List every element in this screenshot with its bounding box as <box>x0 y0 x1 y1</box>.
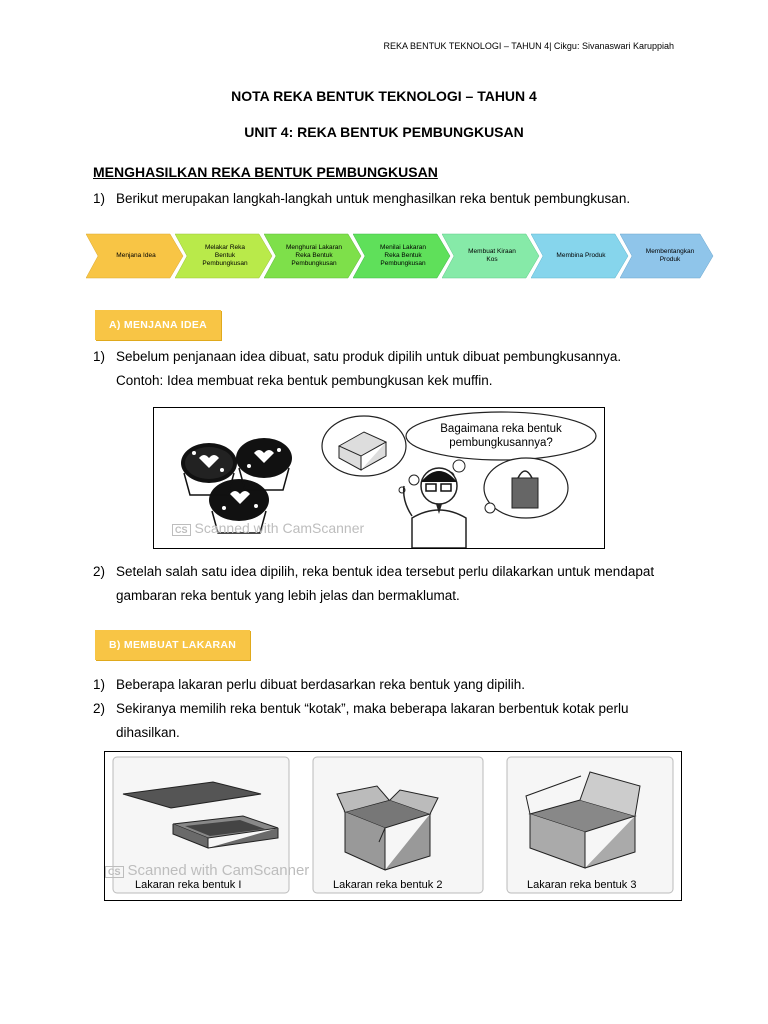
camscanner-logo-icon: CS <box>172 524 191 536</box>
document-subtitle: UNIT 4: REKA BENTUK PEMBUNGKUSAN <box>244 124 524 140</box>
paragraph-line: Contoh: Idea membuat reka bentuk pembungkusan kek muffin. <box>116 373 493 388</box>
section-b-paragraph-2 <box>93 697 675 745</box>
camscanner-logo-icon: CS <box>105 866 124 878</box>
section-b-tag: B) MEMBUAT LAKARAN <box>95 630 250 660</box>
intro-paragraph <box>93 187 630 211</box>
flow-step-label: Melakar Reka Bentuk Pembungkusan <box>202 244 248 267</box>
flow-step-label: Membuat Kiraan Kos <box>468 248 516 263</box>
thought-line: Bagaimana reka bentuk <box>440 423 562 435</box>
list-number: 2) <box>93 564 106 579</box>
sketch-caption: Lakaran reka bentuk I <box>135 879 242 891</box>
paragraph-line: Sebelum penjanaan idea dibuat, satu produk dipilih untuk dibuat pembungkusannya. <box>116 349 622 364</box>
camscanner-watermark <box>105 862 309 879</box>
sketch-caption: Lakaran reka bentuk 3 <box>527 879 637 891</box>
intro-text: Berikut merupakan langkah-langkah untuk menghasilkan reka bentuk pembungkusan. <box>116 191 631 206</box>
process-flow <box>86 230 714 282</box>
document-title: NOTA REKA BENTUK TEKNOLOGI – TAHUN 4 <box>231 88 537 104</box>
section-a-paragraph-1 <box>93 345 621 393</box>
thought-line: pembungkusannya? <box>449 437 553 449</box>
list-number: 1) <box>93 191 106 206</box>
section-heading: MENGHASILKAN REKA BENTUK PEMBUNGKUSAN <box>93 164 438 180</box>
watermark-text: Scanned with CamScanner <box>194 520 365 536</box>
paragraph-line: Sekiranya memilih reka bentuk “kotak”, maka beberapa lakaran berbentuk kotak perlu <box>116 701 629 716</box>
paragraph-line: Beberapa lakaran perlu dibuat berdasarkan reka bentuk yang dipilih. <box>116 677 526 692</box>
paragraph-line: Setelah salah satu idea dipilih, reka bentuk idea tersebut perlu dilakarkan untuk mendapat <box>116 564 655 579</box>
section-a-paragraph-2 <box>93 560 654 608</box>
paragraph-line: gambaran reka bentuk yang lebih jelas dan bermaklumat. <box>116 588 460 603</box>
flow-step-label: Menghurai Lakaran Reka Bentuk Pembungkusan <box>285 244 342 267</box>
list-number: 1) <box>93 349 106 364</box>
flow-step-label: Menjana Idea <box>116 252 156 259</box>
page-header: REKA BENTUK TEKNOLOGI – TAHUN 4| Cikgu: Sivanaswari Karuppiah <box>383 41 674 51</box>
thought-bubble-text <box>416 422 586 450</box>
flow-step-label: Menilai Lakaran Reka Bentuk Pembungkusan <box>380 244 426 267</box>
list-number: 1) <box>93 677 106 692</box>
paragraph-line: dihasilkan. <box>116 725 180 740</box>
sketch-caption: Lakaran reka bentuk 2 <box>333 879 443 891</box>
muffin-illustration <box>153 407 605 549</box>
flow-step-label: Membina Produk <box>556 252 606 259</box>
list-number: 2) <box>93 701 106 716</box>
section-a-tag: A) MENJANA IDEA <box>95 310 221 340</box>
flow-step-label: Membentangkan Produk <box>645 248 695 263</box>
watermark-text: Scanned with CamScanner <box>127 862 310 879</box>
section-b-paragraph-1 <box>93 673 525 697</box>
box-sketches-illustration <box>104 751 682 901</box>
camscanner-watermark <box>172 520 364 536</box>
